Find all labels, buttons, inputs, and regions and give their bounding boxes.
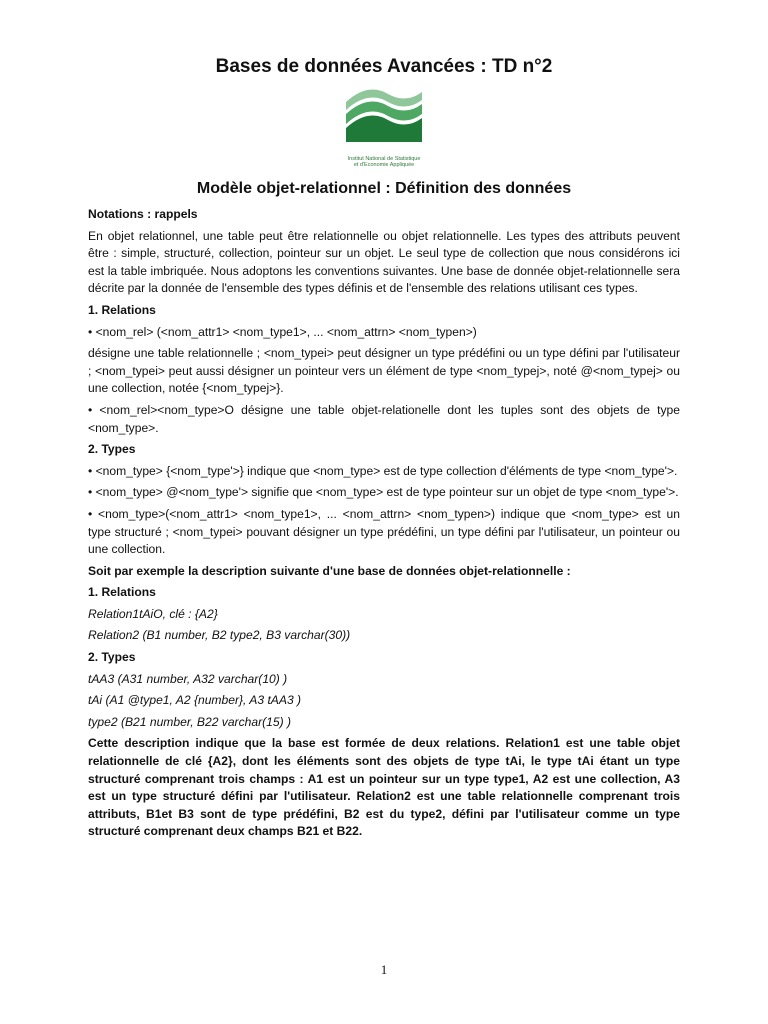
type-bullet-2: • <nom_type> @<nom_type'> signifie que <nom_type> est de type pointeur sur un objet de type <nom_type'>. [88, 485, 679, 500]
relation-bullet-1-desc: désigne une table relationnelle ; <nom_typei> peut désigner un type prédéfini ou un type défini par l'utilisateur ; <nom_typei> peut aussi désigner un pointeur vers un élément de type <nom_typej>, noté @<nom_typej> ou une collection, notée {<nom_typej>}. [88, 346, 680, 396]
example-type-2: tAi (A1 @type1, A2 {number}, A3 tAA3 ) [88, 693, 302, 708]
intro-paragraph: En objet relationnel, une table peut être relationnelle ou objet relationnelle. Les types des attributs peuvent être : simple, structuré, collection, pointeur sur un objet. Le seul type de collection que nous considérons ici est la table imbriquée. Nous adoptons les conventions suivantes. Une base de donnée objet-relationnelle sera décrite par la donnée de l'ensemble des types définis et de l'ensemble des relations utilisant ces types. [88, 228, 680, 296]
document-subtitle: Modèle objet-relationnel : Définition des données [196, 180, 572, 197]
example-relations-heading: 1. Relations [88, 585, 156, 600]
example-types-heading: 2. Types [88, 650, 136, 665]
example-type-3: type2 (B21 number, B22 varchar(15) ) [88, 714, 292, 729]
document-body [88, 206, 680, 845]
logo-caption: Institut National de Statistique et d'Economie Appliquée [347, 156, 421, 168]
example-relation-2: Relation2 (B1 number, B2 type2, B3 varchar(30)) [88, 628, 351, 643]
notations-heading: Notations : rappels [88, 207, 198, 221]
example-relation-1: Relation1tAiO, clé : {A2} [88, 606, 218, 621]
page-number: 1 [380, 962, 388, 977]
type-bullet-1: • <nom_type> {<nom_type'>} indique que <nom_type> est de type collection d'éléments de type <nom_type'>. [88, 463, 678, 478]
relations-heading: 1. Relations [88, 302, 156, 317]
relation-bullet-2: • <nom_rel><nom_type>O désigne une table objet-relationelle dont les tuples sont des objets de type <nom_type>. [88, 402, 680, 435]
example-type-1: tAA3 (A31 number, A32 varchar(10) ) [88, 671, 288, 686]
type-bullet-3: • <nom_type>(<nom_attr1> <nom_type1>, ... <nom_attrn> <nom_typen>) indique que <nom_type> est un type structuré ; <nom_typei> pouvant désigner un type prédéfini, un type défini par l'utilisateur, un pointeur ou une collection. [88, 506, 680, 557]
conclusion-paragraph: Cette description indique que la base est formée de deux relations. Relation1 est une table objet relationnelle de clé {A2}, dont les éléments sont des objets de type tAi, le type tAi étant un type structuré comprenant trois champs : A1 est un pointeur sur un type type1, A2 est une collection, A3 est un type structuré défini par l'utilisateur. Relation2 est une table relationnelle comprenant trois attributs, B1et B3 sont de type prédéfini, B2 est du type2, défini par l'utilisateur comme un type structuré comprenant deux champs B21 et B22. [88, 736, 680, 839]
types-heading: 2. Types [88, 442, 136, 457]
relation-bullet-1: • <nom_rel> (<nom_attr1> <nom_type1>, ... <nom_attrn> <nom_typen>) [88, 324, 477, 339]
example-intro: Soit par exemple la description suivante d'une base de données objet-relationnelle : [88, 563, 571, 578]
document-title: Bases de données Avancées : TD n°2 [215, 56, 553, 77]
